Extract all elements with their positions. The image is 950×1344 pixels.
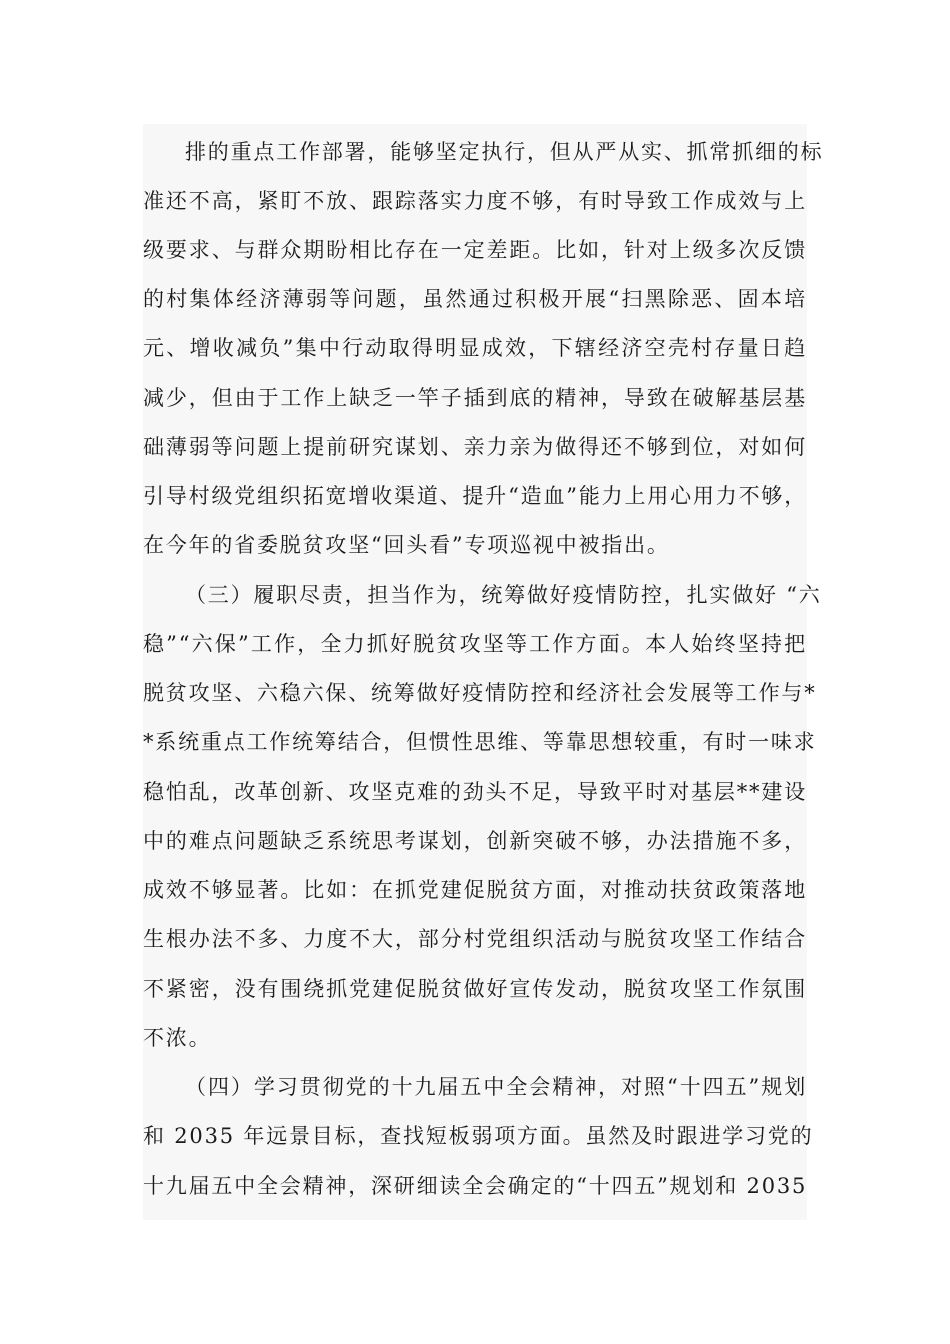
paragraph-line: 和 2035 年远景目标，查找短板弱项方面。虽然及时跟进学习党的 [143, 1124, 814, 1148]
paragraph-line: 不紧密，没有围绕抓党建促脱贫做好宣传发动，脱贫攻坚工作氛围 [143, 977, 807, 1001]
paragraph-line: 减少，但由于工作上缺乏一竿子插到底的精神，导致在破解基层基 [143, 386, 807, 410]
paragraph-line: 引导村级党组织拓宽增收渠道、提升“造血”能力上用心用力不够， [143, 484, 807, 508]
paragraph-line: 中的难点问题缺乏系统思考谋划，创新突破不够，办法措施不多， [143, 829, 807, 853]
paragraph-line: 稳怕乱，改革创新、攻坚克难的劲头不足，导致平时对基层**建设 [143, 780, 807, 804]
paragraph-line: 排的重点工作部署，能够坚定执行，但从严从实、抓常抓细的标 [185, 140, 824, 164]
paragraph-line: 十九届五中全会精神，深研细读全会确定的“十四五”规划和 2035 [143, 1174, 808, 1198]
paragraph-line: 础薄弱等问题上提前研究谋划、亲力亲为做得还不够到位，对如何 [143, 435, 807, 459]
paragraph-line: 脱贫攻坚、六稳六保、统筹做好疫情防控和经济社会发展等工作与* [143, 681, 817, 705]
paragraph-line: 生根办法不多、力度不大，部分村党组织活动与脱贫攻坚工作结合 [143, 927, 807, 951]
paragraph-line: 准还不高，紧盯不放、跟踪落实力度不够，有时导致工作成效与上 [143, 189, 807, 213]
paragraph-line: 成效不够显著。比如：在抓党建促脱贫方面，对推动扶贫政策落地 [143, 878, 807, 902]
paragraph-line: *系统重点工作统筹结合，但惯性思维、等靠思想较重，有时一味求 [143, 730, 817, 754]
paragraph-line: 稳”“六保”工作，全力抓好脱贫攻坚等工作方面。本人始终坚持把 [143, 632, 807, 656]
paragraph-line: 的村集体经济薄弱等问题，虽然通过积极开展“扫黑除恶、固本培 [143, 287, 807, 311]
section-heading-line: （四）学习贯彻党的十九届五中全会精神，对照“十四五”规划 [185, 1075, 807, 1099]
paragraph-line: 级要求、与群众期盼相比存在一定差距。比如，针对上级多次反馈 [143, 238, 807, 262]
paragraph-line: 在今年的省委脱贫攻坚“回头看”专项巡视中被指出。 [143, 533, 670, 557]
paragraph-line: 元、增收减负”集中行动取得明显成效，下辖经济空壳村存量日趋 [143, 336, 807, 360]
section-heading-line: （三）履职尽责，担当作为，统筹做好疫情防控，扎实做好 “六 [185, 583, 822, 607]
paragraph-line: 不浓。 [143, 1026, 212, 1050]
